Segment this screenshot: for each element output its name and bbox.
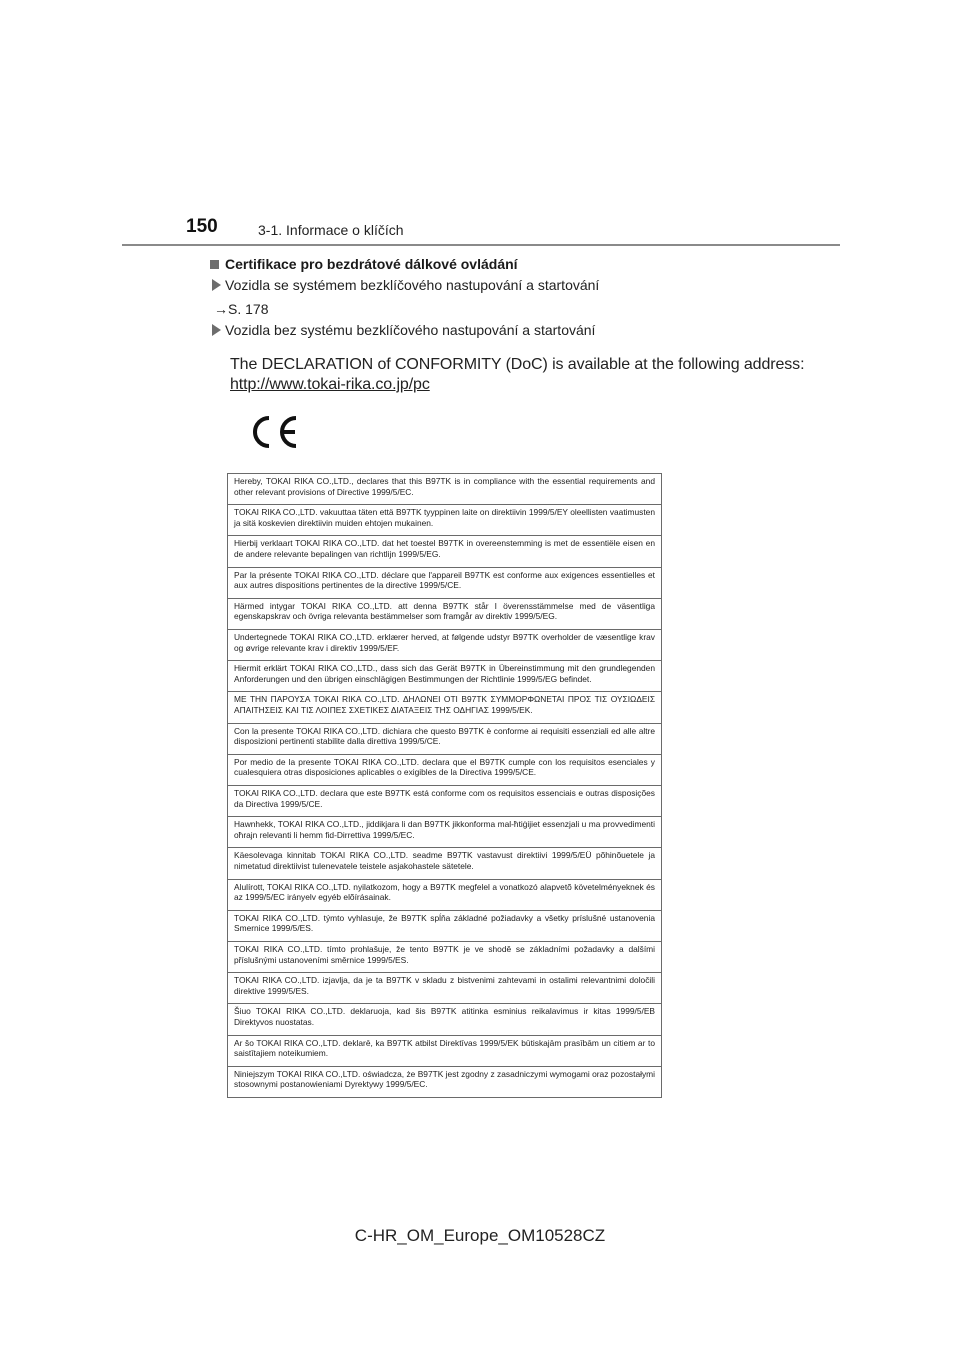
declaration-row: ΜΕ ΤΗΝ ΠΑΡΟΥΣΑ TOKAI RIKA CO.,LTD. ΔΗΛΩΝΕΙ ΟΤΙ B97TK ΣΥΜΜΟΡΦΩΝΕΤΑΙ ΠΡΟΣ ΤΙΣ ΟΥΣΙΩΔΕΙΣ ΑΠΑΙΤΗΣΕΙΣ ΚΑΙ ΤΙΣ ΛΟΙΠΕΣ ΣΧΕΤΙΚΕΣ ΔΙΑΤΑΞΕΙΣ ΤΗΣ ΟΔΗΓΙΑΣ 1999/5/ΕΚ.: [228, 692, 661, 723]
triangle-bullet-icon: [212, 324, 221, 336]
declaration-row: Hawnhekk, TOKAI RIKA CO.,LTD., jiddikjara li dan B97TK jikkonforma mal-ħtiġijiet essenzjali u ma provvedimenti oħrajn relevanti li hemm fid-Dirrettiva 1999/5/EC.: [228, 817, 661, 848]
page-number: 150: [186, 216, 218, 237]
declaration-row: Por medio de la presente TOKAI RIKA CO.,LTD. declara que el B97TK cumple con los requisitos esenciales y cualesquiera otras disposiciones aplicables o exigibles de la Directiva 1999/5/CE.: [228, 755, 661, 786]
subsection-heading: [210, 256, 518, 272]
declaration-row: TOKAI RIKA CO.,LTD. tímto prohlašuje, že tento B97TK je ve shodě se základními požadavky a dalšími příslušnými ustanoveními směrnice 1999/5/ES.: [228, 942, 661, 973]
declaration-row: Härmed intygar TOKAI RIKA CO.,LTD. att denna B97TK står I överensstämmelse med de väsentliga egenskapskrav och övriga relevanta bestämmelser som framgår av direktiv 1999/5/EG.: [228, 599, 661, 630]
condition-item-no-keyless: [212, 322, 595, 338]
condition-item-keyless-text: Vozidla se systémem bezklíčového nastupování a startování: [225, 277, 600, 293]
declaration-row: Undertegnede TOKAI RIKA CO.,LTD. erklærer herved, at følgende udstyr B97TK overholder de væsentlige krav og øvrige relevante krav i direktiv 1999/5/EF.: [228, 630, 661, 661]
declaration-table: [227, 473, 662, 1098]
condition-item-no-keyless-text: Vozidla bez systému bezklíčového nastupování a startování: [225, 322, 596, 338]
declaration-row: Šiuo TOKAI RIKA CO.,LTD. deklaruoja, kad šis B97TK atitinka esminius reikalavimus ir kitas 1999/5/EB Direktyvos nuostatas.: [228, 1004, 661, 1035]
declaration-row: Hiermit erklärt TOKAI RIKA CO.,LTD., dass sich das Gerät B97TK in Übereinstimmung mit den grundlegenden Anforderungen und den übrigen einschlägigen Bestimmungen der Richtlinie 1999/5/EG befindet.: [228, 661, 661, 692]
declaration-row: Ar šo TOKAI RIKA CO.,LTD. deklarē, ka B97TK atbilst Direktīvas 1999/5/EK būtiskajām prasībām un citiem ar to saistītajiem noteikumiem.: [228, 1036, 661, 1067]
doc-url: http://www.tokai-rika.co.jp/pc: [230, 376, 430, 393]
square-bullet-icon: [210, 260, 219, 269]
declaration-row: Con la presente TOKAI RIKA CO.,LTD. dichiara che questo B97TK è conforme ai requisiti essenziali ed alle altre disposizioni pertinenti stabilite dalla direttiva 1999/5/CE.: [228, 724, 661, 755]
declaration-row: Hereby, TOKAI RIKA CO.,LTD., declares that this B97TK is in compliance with the essential requirements and other relevant provisions of Directive 1999/5/EC.: [228, 474, 661, 505]
page-reference: →S. 178: [214, 301, 269, 317]
doc-availability-text: The DECLARATION of CONFORMITY (DoC) is available at the following address:: [230, 356, 805, 373]
footer-doc-id: C-HR_OM_Europe_OM10528CZ: [354, 1226, 606, 1245]
header-rule: [122, 244, 840, 246]
declaration-row: Par la présente TOKAI RIKA CO.,LTD. déclare que l'appareil B97TK est conforme aux exigences essentielles et aux autres dispositions pertinentes de la directive 1999/5/CE.: [228, 568, 661, 599]
triangle-bullet-icon: [212, 279, 221, 291]
declaration-row: TOKAI RIKA CO.,LTD. vakuuttaa täten että B97TK tyyppinen laite on direktiivin 1999/5/EY oleellisten vaatimusten ja sitä koskevien direktiivin muiden ehtojen mukainen.: [228, 505, 661, 536]
declaration-row: TOKAI RIKA CO.,LTD. declara que este B97TK está conforme com os requisitos essenciais e outras disposições da Directiva 1999/5/CE.: [228, 786, 661, 817]
declaration-row: TOKAI RIKA CO.,LTD. týmto vyhlasuje, že B97TK spĺňa základné požiadavky a všetky príslušné ustanovenia Smernice 1999/5/ES.: [228, 911, 661, 942]
declaration-row: Käesolevaga kinnitab TOKAI RIKA CO.,LTD. seadme B97TK vastavust direktiivi 1999/5/EÜ põhinõuetele ja nimetatud direktiivist tulenevatele teistele asjakohastele sätetele.: [228, 848, 661, 879]
condition-item-keyless: [212, 277, 599, 293]
ce-mark-icon: [250, 414, 302, 450]
declaration-row: TOKAI RIKA CO.,LTD. izjavlja, da je ta B97TK v skladu z bistvenimi zahtevami in ostalimi relevantnimi določili direktive 1999/5/ES.: [228, 973, 661, 1004]
declaration-row: Niniejszym TOKAI RIKA CO.,LTD. oświadcza, że B97TK jest zgodny z zasadniczymi wymogami oraz pozostałymi stosownymi postanowieniami Dyrektywy 1999/5/EC.: [234, 1068, 655, 1090]
declaration-row: Alulírott, TOKAI RIKA CO.,LTD. nyilatkozom, hogy a B97TK megfelel a vonatkozó alapvetõ követelményeknek és az 1999/5/EC irányelv egyéb elõírásainak.: [228, 880, 661, 911]
subsection-heading-text: Certifikace pro bezdrátové dálkové ovládání: [225, 256, 518, 272]
section-title: 3-1. Informace o klíčích: [258, 222, 404, 238]
declaration-row: Hierbij verklaart TOKAI RIKA CO.,LTD. dat het toestel B97TK in overeenstemming is met de essentiële eisen en de andere relevante bepalingen van richtlijn 1999/5/EG.: [228, 536, 661, 567]
